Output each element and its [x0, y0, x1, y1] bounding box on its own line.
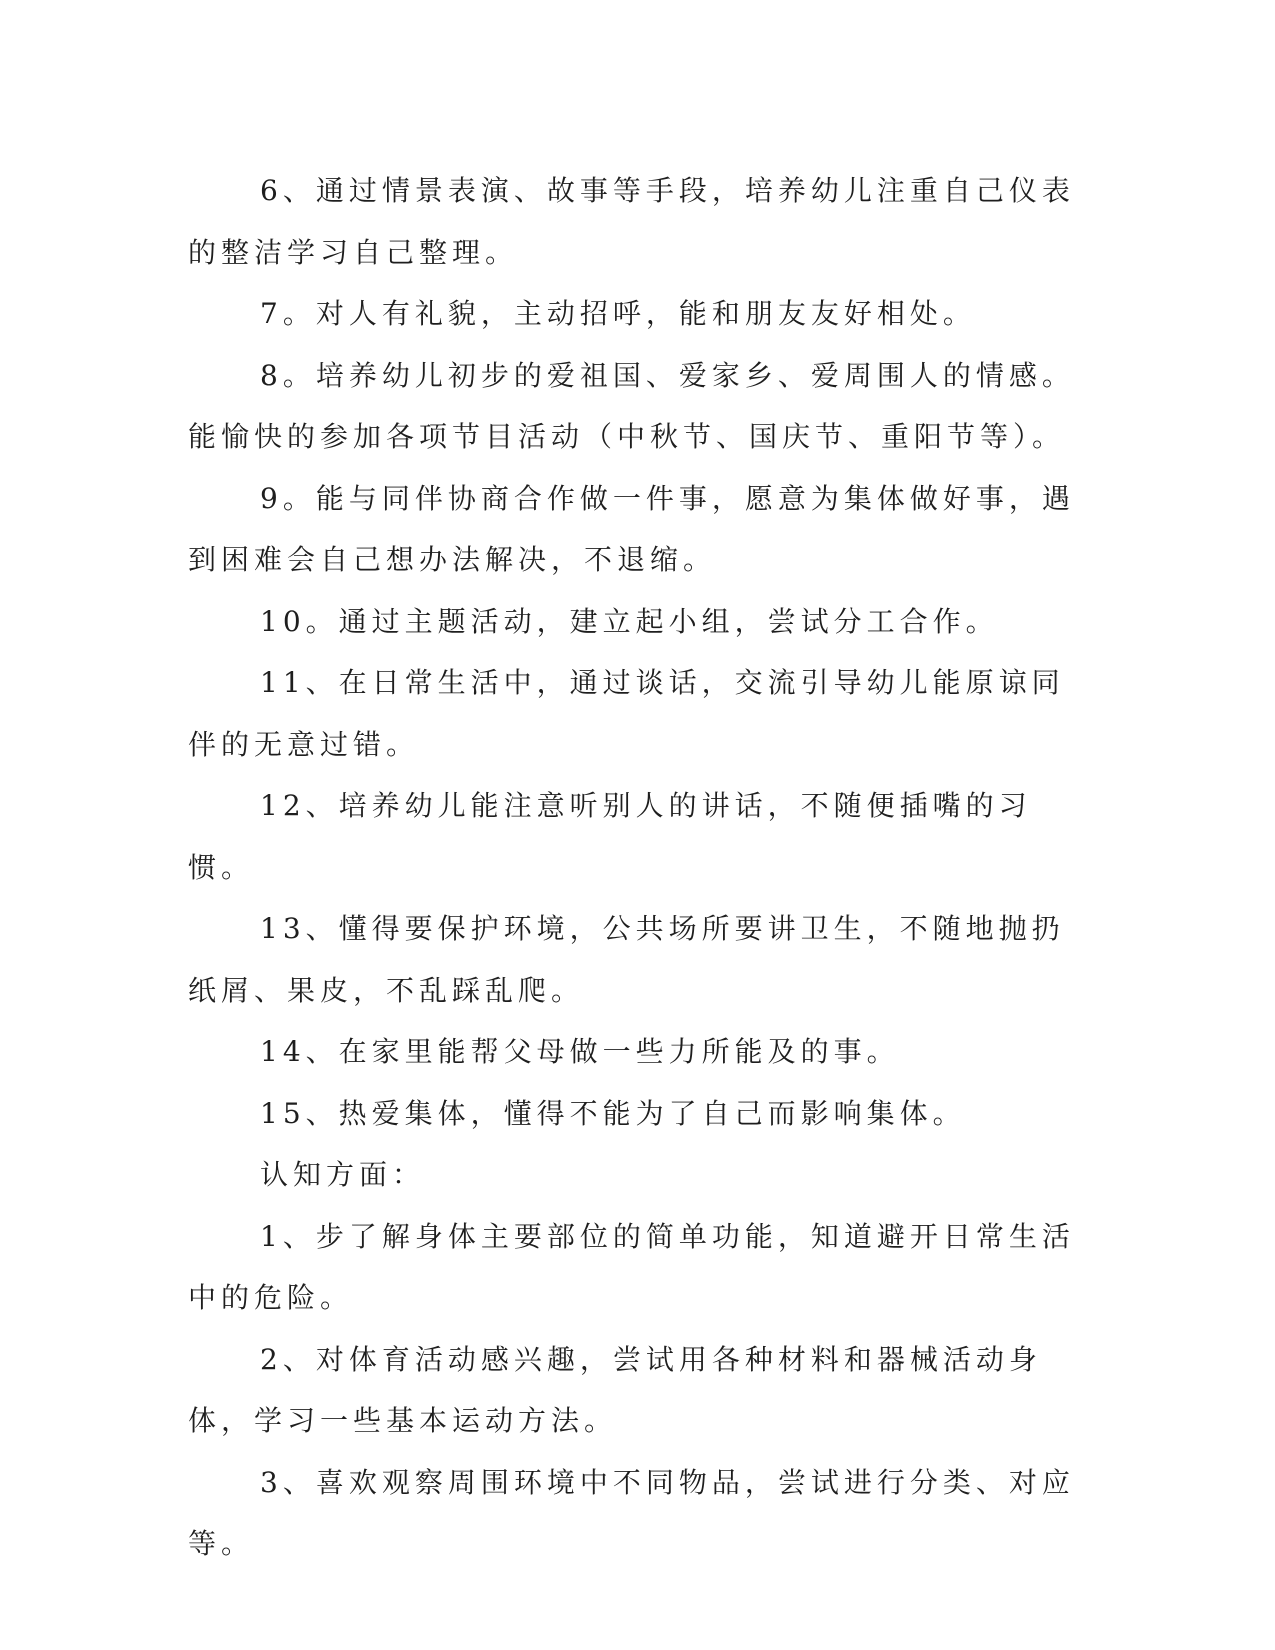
- section-heading-cognition: 认知方面：: [260, 1158, 426, 1191]
- paragraph-item-10: 10。通过主题活动，建立起小组，尝试分工合作。: [260, 604, 999, 638]
- document-body: [188, 160, 1088, 1575]
- cognition-item-3: 3、喜欢观察周围环境中不同物品，尝试进行分类、对应等。: [188, 1465, 1075, 1560]
- paragraph-item-15: 15、热爱集体，懂得不能为了自己而影响集体。: [260, 1096, 966, 1130]
- paragraph-item-8: 8。培养幼儿初步的爱祖国、爱家乡、爱周围人的情感。能愉快的参加各项节目活动（中秋节、国庆节、重阳节等）。: [188, 358, 1075, 453]
- paragraph-item-6: 6、通过情景表演、故事等手段，培养幼儿注重自己仪表的整洁学习自己整理。: [188, 174, 1075, 269]
- cognition-item-1: 1、步了解身体主要部位的简单功能，知道避开日常生活中的危险。: [188, 1219, 1075, 1314]
- paragraph-item-11: 11、在日常生活中，通过谈话，交流引导幼儿能原谅同伴的无意过错。: [188, 666, 1065, 761]
- cognition-item-2: 2、对体育活动感兴趣，尝试用各种材料和器械活动身体，学习一些基本运动方法。: [188, 1342, 1042, 1437]
- paragraph-item-14: 14、在家里能帮父母做一些力所能及的事。: [260, 1035, 900, 1068]
- paragraph-item-9: 9。能与同伴协商合作做一件事，愿意为集体做好事，遇到困难会自己想办法解决，不退缩。: [188, 481, 1075, 576]
- paragraph-item-7: 7。对人有礼貌，主动招呼，能和朋友友好相处。: [260, 297, 976, 330]
- paragraph-item-12: 12、培养幼儿能注意听别人的讲话，不随便插嘴的习惯。: [188, 789, 1032, 884]
- paragraph-item-13: 13、懂得要保护环境，公共场所要讲卫生，不随地抛扔纸屑、果皮，不乱踩乱爬。: [188, 912, 1065, 1007]
